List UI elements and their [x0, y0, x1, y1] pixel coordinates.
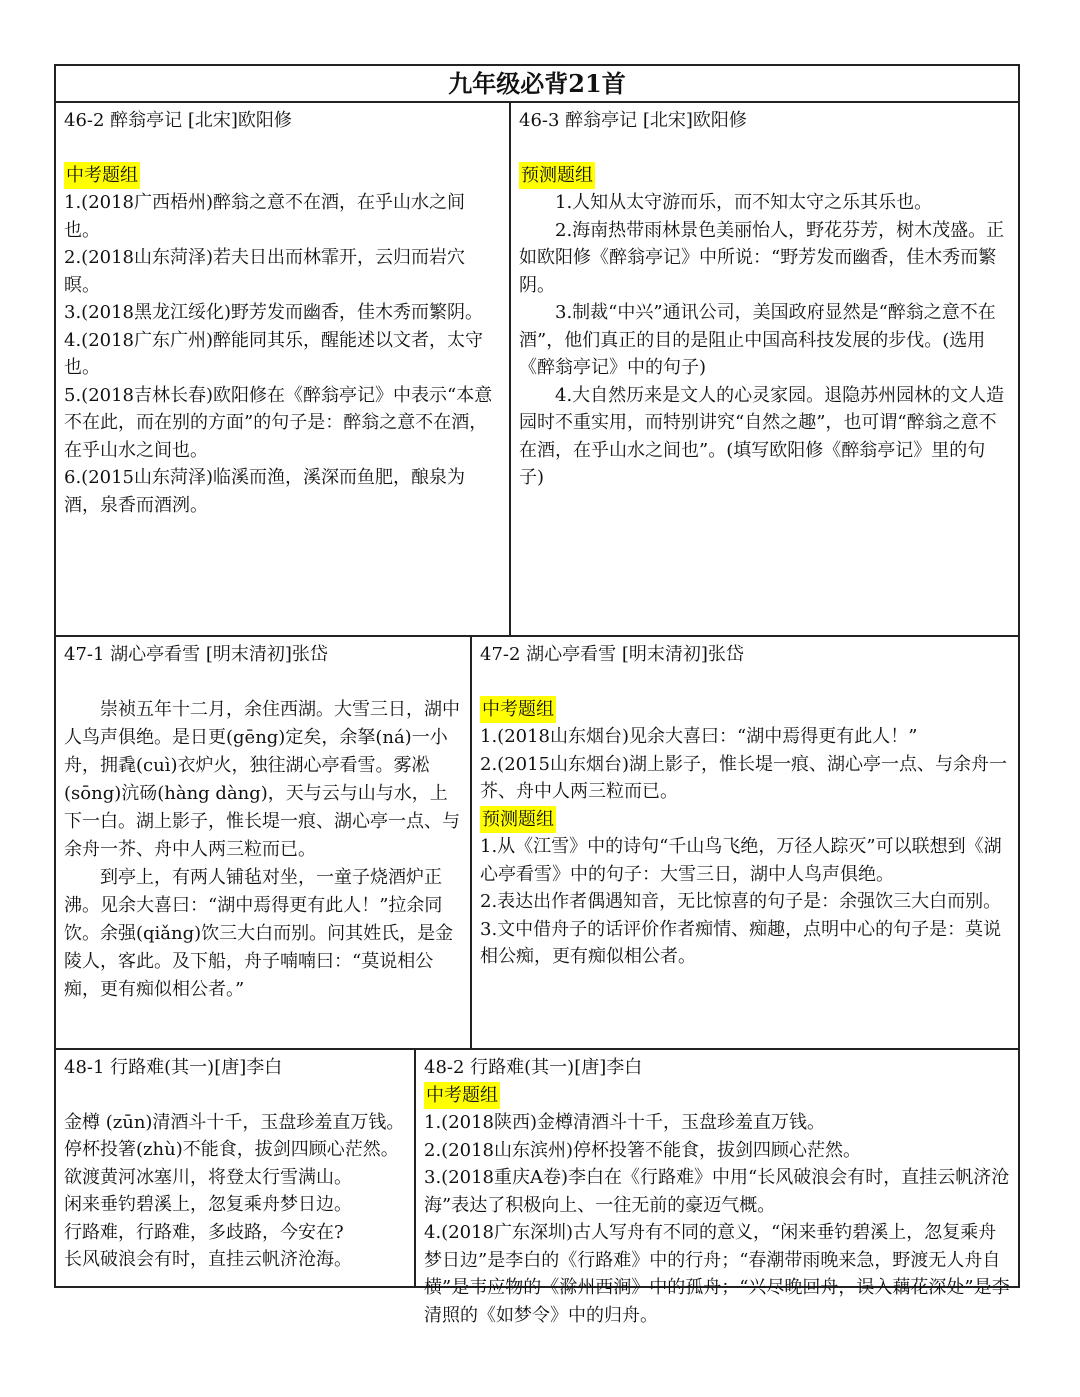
highlight-label-yuce: 预测题组	[480, 806, 556, 834]
cell-heading: 48-2 行路难(其一)[唐]李白	[424, 1057, 643, 1078]
highlight-label-zhongkao: 中考题组	[424, 1082, 500, 1110]
poem-line: 闲来垂钓碧溪上，忽复乘舟梦日边。	[64, 1194, 352, 1215]
cell-heading: 47-1 湖心亭看雪 [明末清初]张岱	[64, 644, 328, 665]
poem-line: 长风破浪会有时，直挂云帆济沧海。	[64, 1249, 352, 1270]
highlight-label-yuce: 预测题组	[519, 162, 595, 190]
poem-line: 欲渡黄河冰塞川，将登太行雪满山。	[64, 1166, 352, 1188]
row-48	[56, 1050, 1018, 1326]
list-item: 4.(2018广东广州)醉能同其乐，醒能述以文者，太守也。	[64, 329, 484, 378]
list-item: 6.(2015山东菏泽)临溪而渔，溪深而鱼肥，酿泉为酒，泉香而酒洌。	[64, 467, 466, 516]
poem-table	[54, 64, 1020, 1326]
list-item: 1.从《江雪》中的诗句“千山鸟飞绝，万径人踪灭”可以联想到《湖心亭看雪》中的句子：大雪三日，湖中人鸟声俱绝。	[480, 836, 1002, 885]
cell-48-2	[416, 1050, 1018, 1326]
cell-46-2	[56, 103, 511, 635]
row-46	[56, 103, 1018, 637]
list-item: 1.(2018山东烟台)见余大喜曰：“湖中焉得更有此人！”	[480, 726, 918, 747]
list-item: 2.表达出作者偶遇知音，无比惊喜的句子是：余强饮三大白而别。	[480, 891, 1002, 912]
list-item: 3.(2018黑龙江绥化)野芳发而幽香，佳木秀而繁阴。	[64, 302, 484, 323]
highlight-label-zhongkao: 中考题组	[64, 162, 140, 190]
cell-heading: 47-2 湖心亭看雪 [明末清初]张岱	[480, 644, 744, 665]
list-item: 5.(2018吉林长春)欧阳修在《醉翁亭记》中表示“本意不在此，而在别的方面”的句子是：醉翁之意不在酒，在乎山水之间也。	[64, 384, 493, 461]
list-item: 2.(2018山东滨州)停杯投箸不能食，拔剑四顾心茫然。	[424, 1139, 862, 1161]
list-item: 1.人知从太守游而乐，而不知太守之乐其乐也。	[555, 192, 933, 213]
cell-47-2	[472, 637, 1018, 1048]
list-item: 4.大自然历来是文人的心灵家园。退隐苏州园林的文人造园时不重实用，而特别讲究“自然之趣”，也可谓“醉翁之意不在酒，在乎山水之间也”。(填写欧阳修《醉翁亭记》里的句子)	[519, 384, 1005, 488]
cell-47-1	[56, 637, 472, 1048]
list-item: 2.(2015山东烟台)湖上影子，惟长堤一痕、湖心亭一点、与余舟一芥、舟中人两三粒而已。	[480, 753, 1008, 802]
page-title: 九年级必背21首	[56, 66, 1018, 103]
cell-heading: 48-1 行路难(其一)[唐]李白	[64, 1057, 283, 1078]
poem-paragraph: 崇祯五年十二月，余住西湖。大雪三日，湖中人鸟声俱绝。是日更(gēng)定矣，余拏(ná)一小舟，拥毳(cuì)衣炉火，独往湖心亭看雪。雾凇(sōng)沆砀(hàng dàng)，天与云与山与水，上下一白。湖上影子，惟长堤一痕、湖心亭一点、与余舟一芥、舟中人两三粒而已。	[64, 698, 460, 860]
highlight-label-zhongkao: 中考题组	[480, 696, 556, 724]
cell-heading: 46-3 醉翁亭记 [北宋]欧阳修	[519, 110, 747, 131]
list-item: 1.(2018陕西)金樽清酒斗十千，玉盘珍羞直万钱。	[424, 1112, 826, 1133]
list-item: 4.(2018广东深圳)古人写舟有不同的意义，“闲来垂钓碧溪上，忽复乘舟梦日边”是李白的《行路难》中的行舟；“春潮带雨晚来急，野渡无人舟自横”是韦应物的《滁州西涧》中的孤舟；“兴尽晚回舟，误入藕花深处”是李清照的《如梦令》中的归舟。	[424, 1222, 1010, 1326]
row-47	[56, 637, 1018, 1050]
list-item: 1.(2018广西梧州)醉翁之意不在酒，在乎山水之间也。	[64, 192, 466, 241]
list-item: 2.海南热带雨林景色美丽怡人，野花芬芳，树木茂盛。正如欧阳修《醉翁亭记》中所说：“野芳发而幽香，佳木秀而繁阴。	[519, 219, 1005, 296]
poem-line: 停杯投箸(zhù)不能食，拔剑四顾心茫然。	[64, 1139, 399, 1160]
cell-heading: 46-2 醉翁亭记 [北宋]欧阳修	[64, 110, 292, 131]
poem-paragraph: 到亭上，有两人铺毡对坐，一童子烧酒炉正沸。见余大喜曰：“湖中焉得更有此人！”拉余同饮。余强(qiǎng)饮三大白而别。问其姓氏，是金陵人，客此。及下船，舟子喃喃曰：“莫说相公痴，更有痴似相公者。”	[64, 866, 454, 1000]
list-item: 2.(2018山东菏泽)若夫日出而林霏开，云归而岩穴暝。	[64, 247, 466, 296]
cell-46-3	[511, 103, 1018, 635]
list-item: 3.文中借舟子的话评价作者痴情、痴趣，点明中心的句子是：莫说相公痴，更有痴似相公者。	[480, 918, 1002, 967]
poem-line: 行路难，行路难，多歧路，今安在?	[64, 1221, 344, 1243]
list-item: 3.制裁“中兴”通讯公司，美国政府显然是“醉翁之意不在酒”，他们真正的目的是阻止中国高科技发展的步伐。(选用《醉翁亭记》中的句子)	[519, 302, 996, 378]
list-item: 3.(2018重庆A卷)李白在《行路难》中用“长风破浪会有时，直挂云帆济沧海”表达了积极向上、一往无前的豪迈气概。	[424, 1167, 1010, 1216]
poem-line: 金樽 (zūn)清酒斗十千，玉盘珍羞直万钱。	[64, 1111, 405, 1133]
cell-48-1	[56, 1050, 416, 1286]
